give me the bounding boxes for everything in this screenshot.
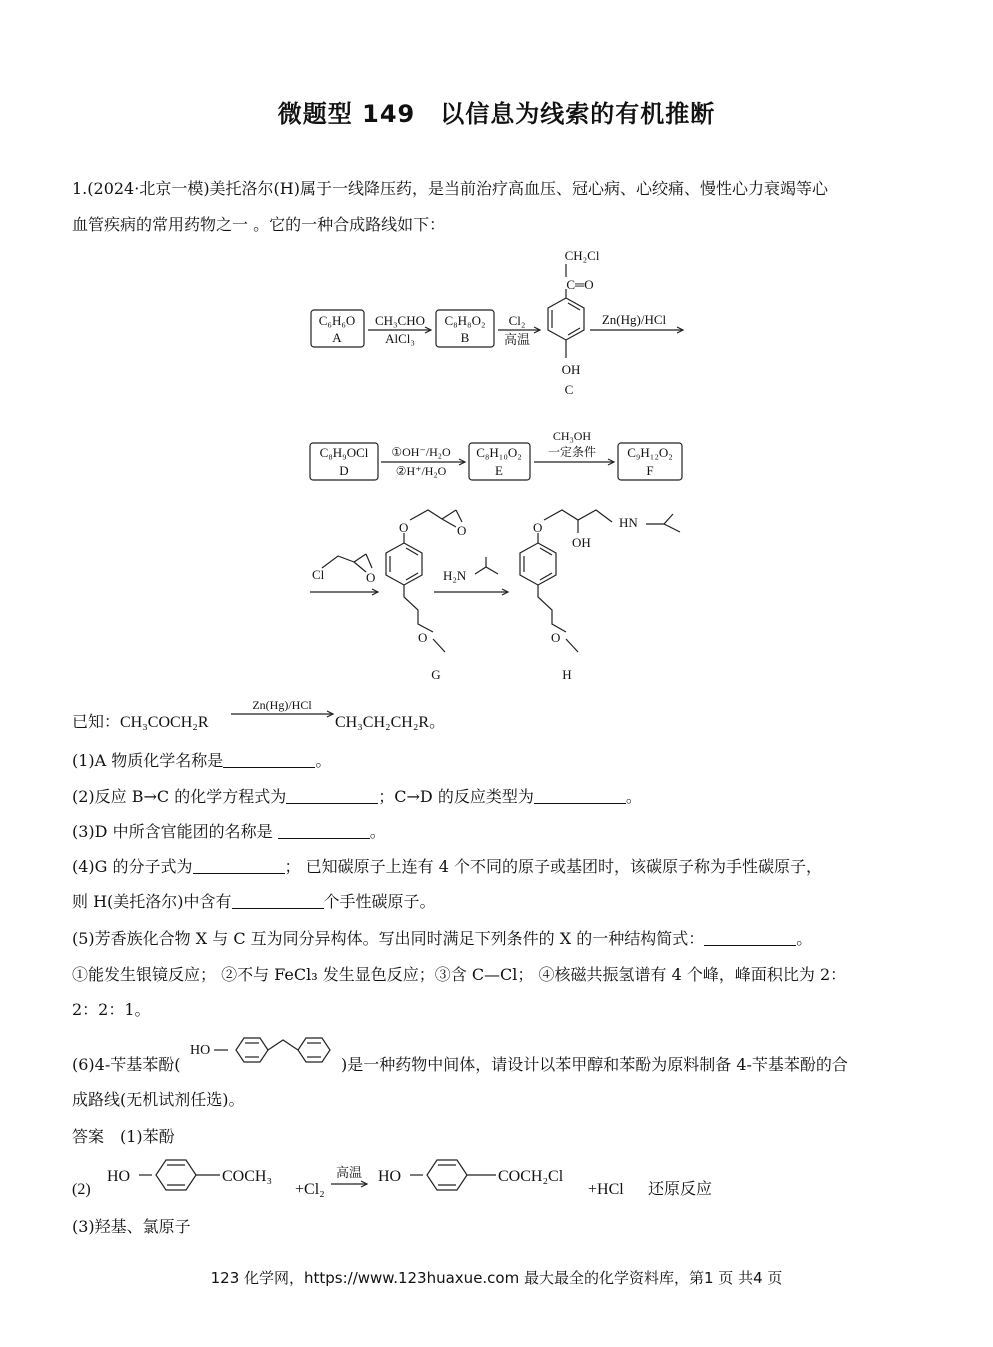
arrow4-step1: ①OH⁻/H₂O bbox=[391, 445, 451, 459]
compound-b-label: B bbox=[460, 330, 470, 345]
compound-f-formula: C₉H₁₂O₂ bbox=[627, 445, 673, 460]
answer-2-condition: 高温 bbox=[335, 1165, 363, 1180]
page-title: 微题型 149 以信息为线索的有机推断 bbox=[277, 100, 716, 128]
answer-blank bbox=[278, 824, 370, 839]
compound-d-formula: C₈H₉OCl bbox=[319, 445, 369, 460]
question-intro-line1: 1.(2024·北京一模)美托洛尔(H)属于一线降压药，是当前治疗高血压、冠心病、心绞痛、慢性心力衰竭等心 bbox=[72, 179, 828, 198]
question-1-1: (1)A 物质化学名称是 。 bbox=[72, 751, 332, 770]
arrow1-catalyst: AlCl₃ bbox=[385, 331, 415, 346]
amine-reagent: H₂N bbox=[443, 568, 467, 583]
question-1-5-conditions-cont: 2：2：1。 bbox=[72, 1000, 151, 1019]
g-ether-o: O bbox=[399, 520, 409, 535]
question-1-6-cont: 成路线(无机试剂任选)。 bbox=[72, 1090, 245, 1109]
known-reactant: 已知：CH₃COCH₂R bbox=[72, 714, 209, 731]
arrow5-condition: 一定条件 bbox=[547, 445, 597, 459]
g-methoxy-o: O bbox=[418, 630, 428, 645]
question-1-4: (4)G 的分子式为 ； 已知碳原子上连有 4 个不同的原子或基团时，该碳原子称为手性碳原子， bbox=[72, 857, 822, 876]
h-hydroxyl: OH bbox=[572, 535, 591, 550]
arrow2-condition: 高温 bbox=[503, 332, 531, 347]
known-product: CH₃CH₂CH₂R。 bbox=[335, 714, 446, 731]
question-intro-line2: 血管疾病的常用药物之一 。它的一种合成路线如下： bbox=[72, 215, 446, 234]
compound-h-label: H bbox=[562, 667, 572, 682]
answer-2-plus-cl2: +Cl₂ bbox=[295, 1181, 325, 1198]
compound-c-ch2cl: CH₂Cl bbox=[564, 248, 600, 263]
compound-g-label: G bbox=[431, 667, 441, 682]
answer-2-number: (2) bbox=[72, 1181, 91, 1198]
answer-2-plus-hcl: +HCl bbox=[588, 1181, 624, 1198]
reagent-epoxide-o: O bbox=[366, 570, 376, 585]
compound-a-formula: C₆H₆O bbox=[318, 313, 356, 328]
compound-b-formula: C₈H₈O₂ bbox=[444, 313, 486, 328]
compound-c-label: C bbox=[564, 382, 574, 397]
answer-2-coch2cl: COCH₂Cl bbox=[498, 1168, 564, 1185]
q6-ho-label: HO bbox=[190, 1043, 211, 1058]
answer-2-ho-reactant: HO bbox=[107, 1168, 131, 1185]
question-1-6-prefix: (6)4-苄基苯酚( bbox=[72, 1055, 181, 1074]
question-1-5: (5)芳香族化合物 X 与 C 互为同分异构体。写出同时满足下列条件的 X 的一种结构简式： 。 bbox=[72, 929, 813, 948]
g-epoxide-o: O bbox=[457, 523, 467, 538]
answer-3: (3)羟基、氯原子 bbox=[72, 1217, 191, 1236]
question-1-4-cont: 则 H(美托洛尔)中含有 个手性碳原子。 bbox=[72, 892, 436, 911]
answer-blank bbox=[193, 859, 285, 874]
question-1-5-conditions: ①能发生银镜反应； ②不与 FeCl₃ 发生显色反应；③含 C—Cl； ④核磁共振氢谱有 4 个峰，峰面积比为 2： bbox=[72, 965, 847, 984]
h-amine: HN bbox=[619, 515, 638, 530]
reagent-cl: Cl bbox=[312, 567, 325, 582]
answer-blank bbox=[704, 931, 796, 946]
compound-d-label: D bbox=[339, 463, 349, 478]
answer-2-reaction-type: 还原反应 bbox=[648, 1181, 713, 1198]
answer-2-coch3: COCH₃ bbox=[222, 1168, 273, 1185]
arrow3-reagent: Zn(Hg)/HCl bbox=[601, 312, 667, 327]
compound-c-oh: OH bbox=[561, 362, 581, 377]
h-ether-o: O bbox=[533, 520, 543, 535]
question-1-6-rest: )是一种药物中间体，请设计以苯甲醇和苯酚为原料制备 4-苄基苯酚的合 bbox=[341, 1055, 848, 1074]
answer-blank bbox=[534, 789, 626, 804]
compound-e-label: E bbox=[495, 463, 503, 478]
question-1-2: (2)反应 B→C 的化学方程式为 ；C→D 的反应类型为 。 bbox=[72, 787, 642, 806]
arrow2-reagent: Cl₂ bbox=[508, 313, 526, 328]
answer-blank bbox=[286, 789, 378, 804]
arrow5-reagent: CH₃OH bbox=[552, 429, 592, 443]
known-condition: Zn(Hg)/HCl bbox=[252, 698, 312, 712]
answer-blank bbox=[223, 753, 315, 768]
answer-blank bbox=[232, 894, 324, 909]
h-methoxy-o: O bbox=[551, 630, 561, 645]
arrow4-step2: ②H⁺/H₂O bbox=[395, 464, 447, 478]
compound-f-label: F bbox=[646, 463, 654, 478]
answer-2-ho-product: HO bbox=[378, 1168, 402, 1185]
compound-a-label: A bbox=[332, 330, 342, 345]
question-1-3: (3)D 中所含官能团的名称是 。 bbox=[72, 822, 386, 841]
arrow1-reagent: CH₃CHO bbox=[374, 313, 426, 328]
compound-c-carbonyl: C═O bbox=[566, 277, 594, 292]
page-footer: 123 化学网，https://www.123huaxue.com 最大最全的化学资料库，第1 页 共4 页 bbox=[210, 1269, 783, 1287]
compound-e-formula: C₈H₁₀O₂ bbox=[476, 445, 522, 460]
answer-1: 答案 (1)苯酚 bbox=[72, 1127, 175, 1146]
